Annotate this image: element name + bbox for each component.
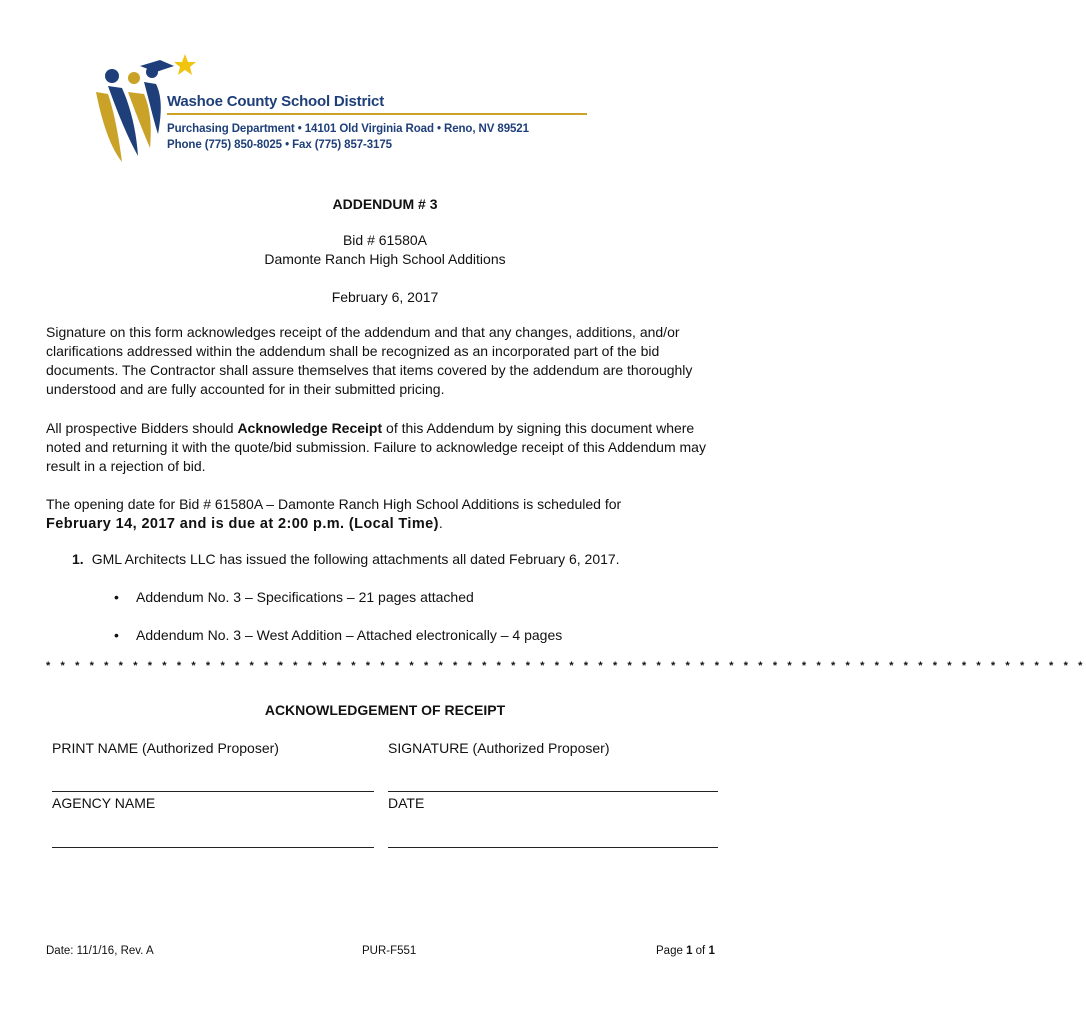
- item-number: 1.: [72, 551, 84, 567]
- page-mid: of: [692, 945, 709, 957]
- print-name-label: PRINT NAME (Authorized Proposer): [52, 740, 279, 756]
- document-date: February 6, 2017: [331, 289, 439, 305]
- bid-number: Bid # 61580A: [342, 232, 428, 248]
- opening-pre: The opening date for Bid # 61580A – Damonte Ranch High School Additions is scheduled for: [46, 496, 622, 512]
- bullet-text: Addendum No. 3 – Specifications – 21 pages attached: [136, 589, 474, 605]
- item-text: GML Architects LLC has issued the following attachments all dated February 6, 2017.: [91, 551, 620, 567]
- paragraph-acknowledgement: Signature on this form acknowledges receipt of the addendum and that any changes, additions, and/or clarifications addressed within the addendum shall be recognized as an incorporated part of the bid documents. The Contractor shall assure themselves that items covered by the addendum are thoroughly understood and are fully accounted for in their submitted pricing.: [46, 324, 693, 397]
- list-item: [114, 627, 562, 643]
- list-item: [114, 589, 474, 605]
- receipt-post: of this Addendum by signing this document where noted and returning it with the quote/bid submission. Failure to acknowledge receipt of this Addendum may result in a rejection of bid.: [46, 420, 706, 474]
- addendum-title: ADDENDUM # 3: [332, 196, 438, 212]
- org-address: Purchasing Department • 14101 Old Virginia Road • Reno, NV 89521: [167, 123, 529, 135]
- receipt-pre: All prospective Bidders should: [46, 420, 238, 436]
- print-name-field[interactable]: [52, 791, 374, 792]
- receipt-bold: Acknowledge Receipt: [237, 420, 383, 436]
- date-label: DATE: [388, 795, 425, 811]
- bid-project: Damonte Ranch High School Additions: [264, 251, 506, 267]
- paragraph-receipt: [46, 419, 726, 476]
- agency-name-field[interactable]: [52, 847, 374, 848]
- org-name: Washoe County School District: [167, 93, 384, 110]
- list-item: [72, 551, 620, 567]
- page-current: 1: [686, 945, 693, 957]
- footer-form-code: PUR-F551: [362, 945, 417, 957]
- bullet-icon: •: [114, 627, 119, 643]
- signature-label: SIGNATURE (Authorized Proposer): [388, 740, 610, 756]
- wcsd-logo-icon: [88, 52, 200, 170]
- acknowledgement-title: ACKNOWLEDGEMENT OF RECEIPT: [264, 702, 506, 718]
- bullet-icon: •: [114, 589, 119, 605]
- letterhead-rule: [167, 113, 587, 115]
- bullet-text: Addendum No. 3 – West Addition – Attached electronically – 4 pages: [136, 627, 563, 643]
- opening-bold: February 14, 2017 and is due at 2:00 p.m. (Local Time): [46, 516, 439, 532]
- signature-field[interactable]: [388, 791, 718, 792]
- footer-page-number: [656, 945, 715, 957]
- footer-revision: Date: 11/1/16, Rev. A: [46, 945, 154, 957]
- page-pre: Page: [656, 945, 687, 957]
- paragraph-opening-date: [46, 495, 726, 534]
- page-total: 1: [708, 945, 715, 957]
- date-field[interactable]: [388, 847, 718, 848]
- star-separator: * * * * * * * * * * * * * * * * * * * * * * * * * * * * * * * * * * * * * * * * * * * * * * * * * * * * * * * * * * * * * * * * * * * * * * * *: [46, 660, 1086, 672]
- agency-name-label: AGENCY NAME: [52, 795, 156, 811]
- org-phone: Phone (775) 850-8025 • Fax (775) 857-3175: [167, 139, 392, 151]
- opening-end: .: [438, 515, 443, 531]
